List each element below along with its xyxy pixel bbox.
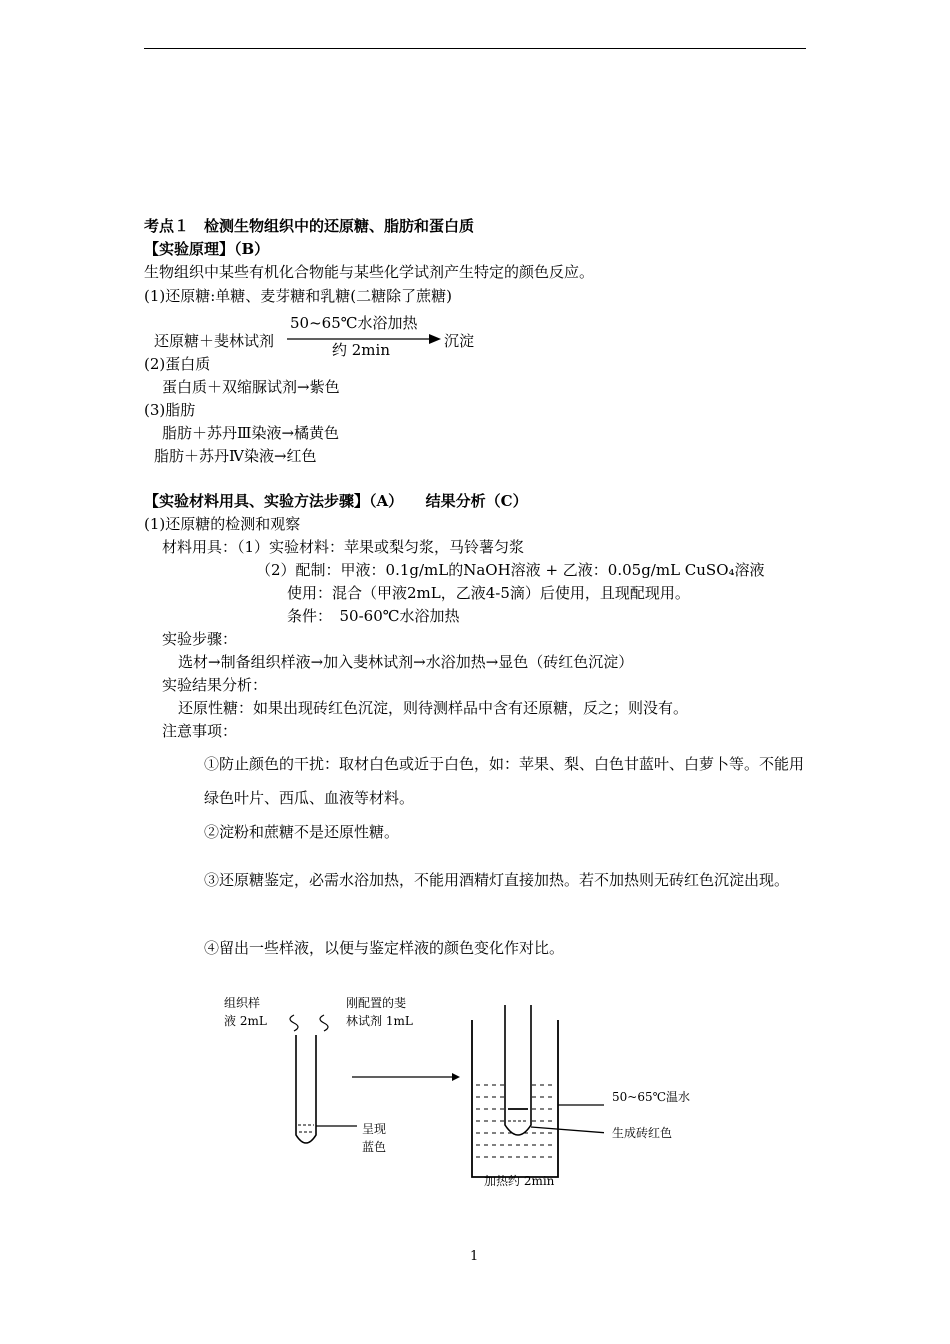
label-reagent-1: 刚配置的斐 [346, 996, 407, 1010]
label-reagent-2: 林试剂 1mL [346, 1014, 413, 1028]
methods-heading: 【实验材料用具、实验方法步骤】（A） 结果分析（C） [144, 492, 528, 510]
materials-line-2: （2）配制：甲液：0.1g/mL的NaOH溶液 + 乙液：0.05g/mL CuSO₄溶液 [256, 561, 765, 579]
label-sample-2: 液 2mL [224, 1014, 267, 1028]
sugar-reaction-below: 约 2min [332, 341, 390, 359]
sugar-reaction-above: 50~65℃水浴加热 [290, 314, 418, 332]
methods-sub-heading: (1)还原糖的检测和观察 [144, 515, 301, 533]
sugar-reaction-right: 沉淀 [444, 332, 475, 350]
usage-line: 使用：混合（甲液2mL，乙液4-5滴）后使用，且现配现用。 [287, 584, 690, 602]
label-precipitate: 生成砖红色 [612, 1126, 673, 1140]
note-item-3: ③还原糖鉴定，必需水浴加热，不能用酒精灯直接加热。若不加热则无砖红色沉淀出现。 [204, 871, 790, 889]
label-sample-1: 组织样 [224, 996, 261, 1010]
label-heat: 加热约 2min [484, 1174, 555, 1188]
protein-reaction: 蛋白质＋双缩脲试剂→紫色 [162, 378, 340, 396]
principle-heading-text: 【实验原理】（B） [144, 240, 270, 258]
note-item-2: ②淀粉和蔗糖不是还原性糖。 [204, 823, 400, 841]
section-title: 考点１ 检测生物组织中的还原糖、脂肪和蛋白质 [144, 217, 475, 235]
fat-heading: (3)脂肪 [144, 401, 196, 419]
experiment-figure [222, 985, 604, 1195]
label-blue-1: 呈现 [362, 1122, 387, 1136]
note-item-1: ①防止颜色的干扰：取材白色或近于白色，如：苹果、梨、白色甘蓝叶、白萝卜等。不能用绿色叶片、西瓜、血液等材料。 [204, 755, 805, 807]
label-blue-2: 蓝色 [362, 1140, 387, 1154]
label-water: 50~65℃温水 [612, 1090, 691, 1104]
condition-line: 条件： 50-60℃水浴加热 [287, 607, 460, 625]
fat-reaction-1: 脂肪＋苏丹Ⅲ染液→橘黄色 [162, 424, 340, 442]
sugar-heading: (1)还原糖:单糖、麦芽糖和乳糖(二糖除了蔗糖) [144, 287, 453, 305]
materials-line-1: 材料用具：（1）实验材料：苹果或梨匀浆，马铃薯匀浆 [162, 538, 525, 556]
experiment-diagram [222, 985, 604, 1195]
principle-text: 生物组织中某些有机化合物能与某些化学试剂产生特定的颜色反应。 [144, 263, 595, 281]
notes-label: 注意事项： [162, 722, 238, 740]
result-text: 还原性糖：如果出现砖红色沉淀，则待测样品中含有还原糖，反之；则没有。 [178, 699, 689, 717]
header-rule [144, 48, 806, 49]
sugar-reaction-left: 还原糖＋斐林试剂 [154, 332, 275, 350]
result-label: 实验结果分析： [162, 676, 268, 694]
note-item-4: ④留出一些样液，以便与鉴定样液的颜色变化作对比。 [204, 939, 565, 957]
principle-heading [144, 240, 269, 258]
protein-heading: (2)蛋白质 [144, 355, 211, 373]
fat-reaction-2: 脂肪＋苏丹Ⅳ染液→红色 [154, 447, 317, 465]
page-number: 1 [470, 1249, 479, 1264]
steps-text: 选材→制备组织样液→加入斐林试剂→水浴加热→显色（砖红色沉淀） [178, 653, 634, 671]
steps-label: 实验步骤： [162, 630, 238, 648]
